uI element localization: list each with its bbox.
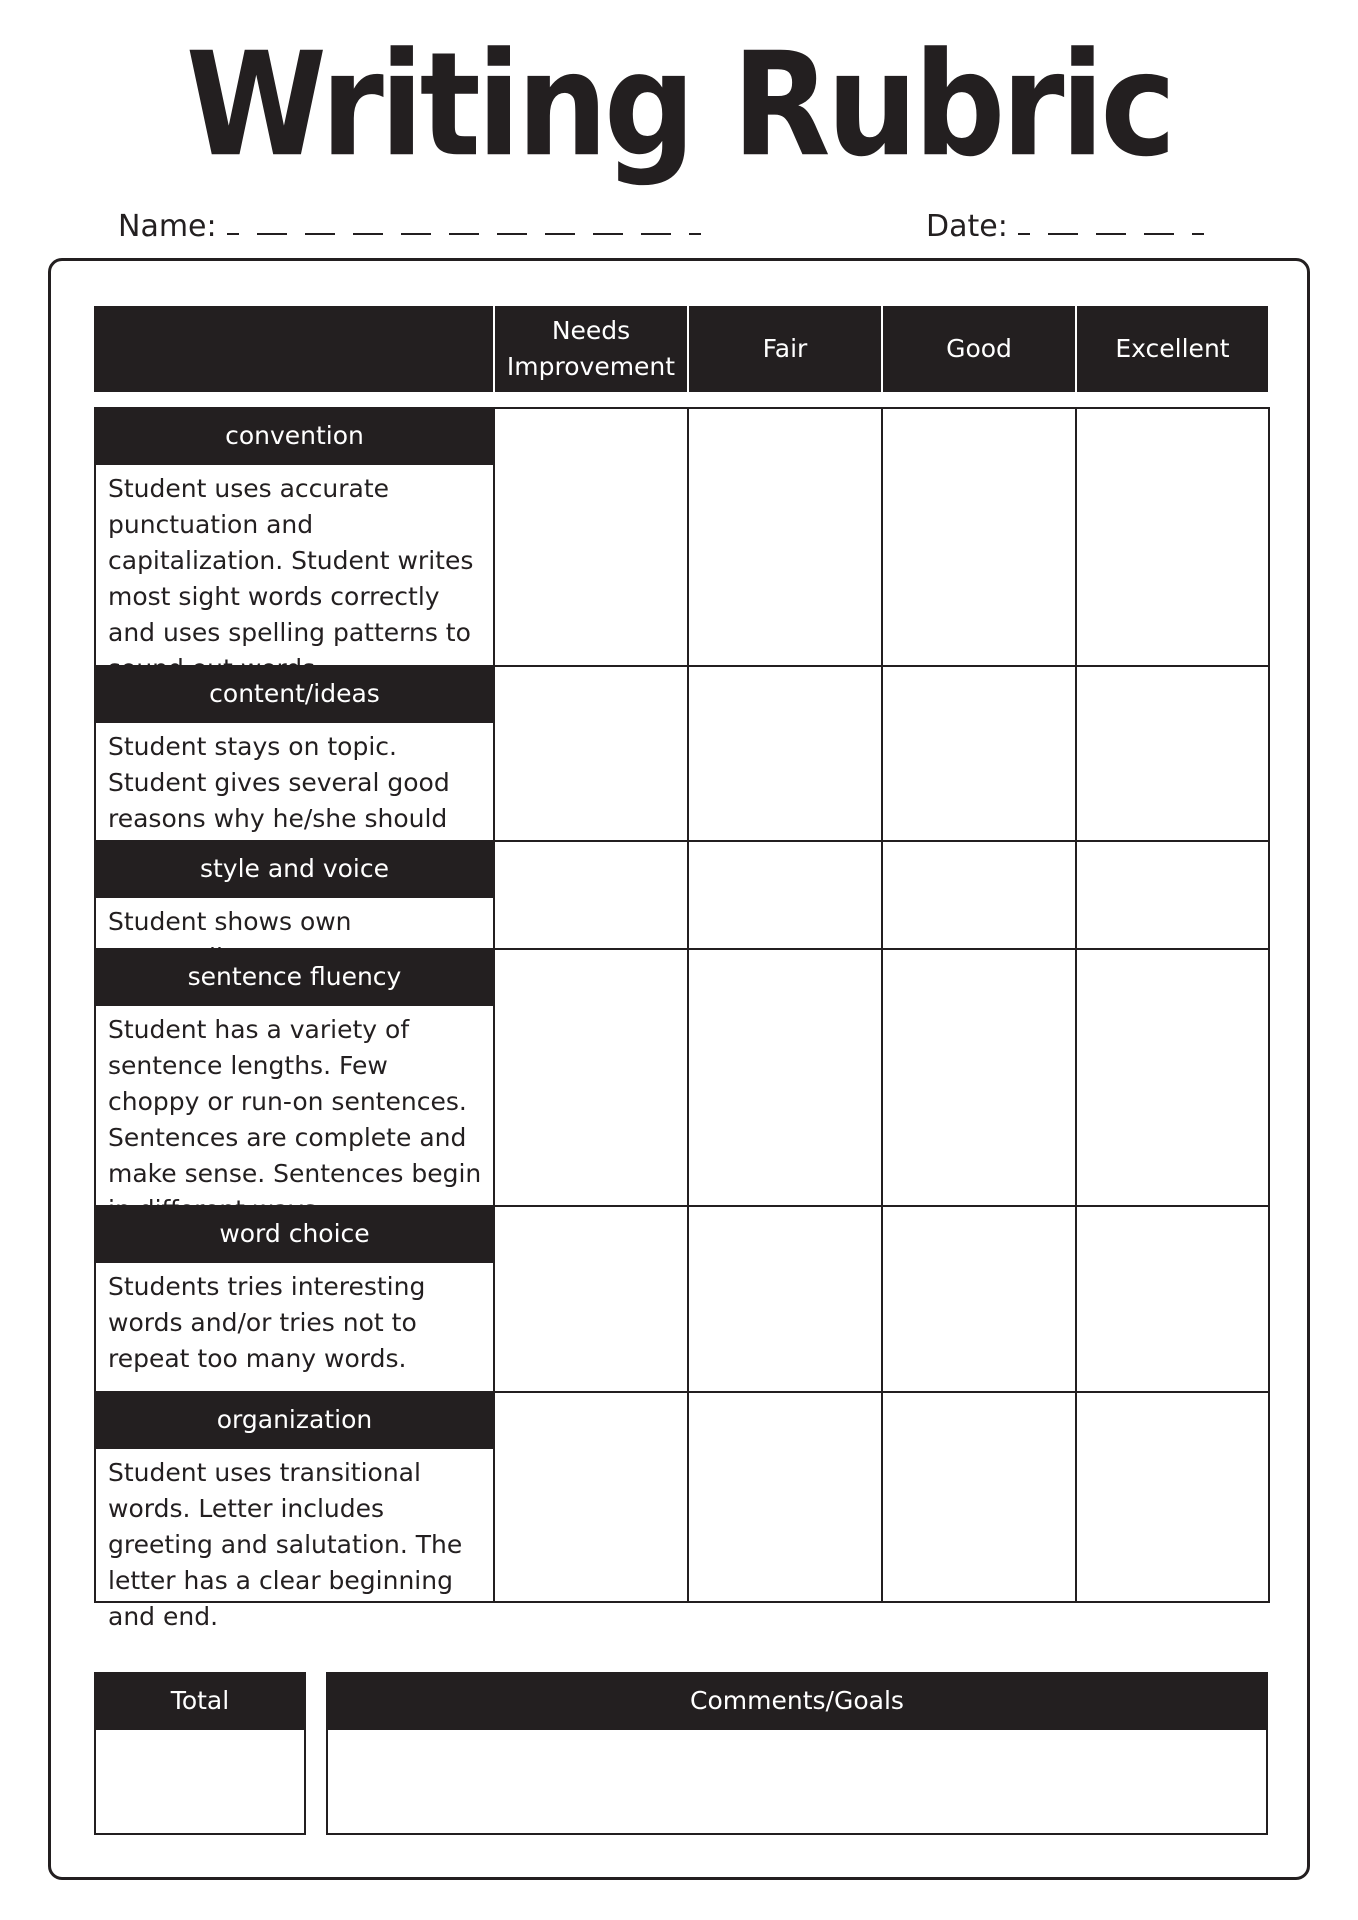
score-cell[interactable] — [493, 407, 689, 667]
score-cell[interactable] — [687, 1205, 883, 1393]
column-header: Excellent — [1077, 306, 1268, 392]
criterion-description: Student shows own — [108, 907, 352, 936]
date-line — [926, 200, 1222, 244]
score-cell[interactable] — [687, 840, 883, 950]
score-cell[interactable] — [1075, 840, 1270, 950]
date-label: Date: — [926, 209, 1008, 244]
criterion-label: content/ideas — [94, 665, 495, 723]
comments-label: Comments/Goals — [326, 1672, 1268, 1730]
score-cell[interactable] — [881, 948, 1077, 1207]
score-cell[interactable] — [881, 840, 1077, 950]
score-cell[interactable] — [1075, 1205, 1270, 1393]
page-title — [0, 21, 1358, 189]
criterion-description: Student uses accurate punctuation and capitalization. Student writes most sight words correctly and uses spelling patterns to — [108, 474, 474, 647]
total-label: Total — [94, 1672, 306, 1730]
name-field[interactable] — [227, 233, 719, 244]
score-cell[interactable] — [1075, 948, 1270, 1207]
criterion-label: organization — [94, 1391, 495, 1449]
score-cell[interactable] — [881, 665, 1077, 842]
column-header: Good — [883, 306, 1075, 392]
score-cell[interactable] — [1075, 665, 1270, 842]
score-cell[interactable] — [687, 407, 883, 667]
criterion-description: Student has a variety of sentence lengths. Few choppy or run-on sentences. Sentences are complete and make sense. Sentences begin — [108, 1015, 482, 1188]
score-cell[interactable] — [493, 948, 689, 1207]
criterion-label: style and voice — [94, 840, 495, 898]
score-cell[interactable] — [1075, 1391, 1270, 1603]
score-cell[interactable] — [1075, 407, 1270, 667]
criterion-description: Students tries interesting words and/or tries not to repeat too many words. — [108, 1272, 426, 1373]
score-cell[interactable] — [493, 840, 689, 950]
column-header: Fair — [689, 306, 881, 392]
title-text: Writing Rubric — [185, 21, 1173, 189]
criterion-label: sentence fluency — [94, 948, 495, 1006]
score-cell[interactable] — [493, 1391, 689, 1603]
score-cell[interactable] — [687, 1391, 883, 1603]
score-cell[interactable] — [493, 1205, 689, 1393]
criterion-label: convention — [94, 407, 495, 465]
score-cell[interactable] — [881, 407, 1077, 667]
date-field[interactable] — [1018, 233, 1222, 244]
column-header: Needs Improvement — [495, 306, 687, 392]
score-cell[interactable] — [493, 665, 689, 842]
name-line — [118, 200, 719, 244]
score-cell[interactable] — [687, 948, 883, 1207]
score-cell[interactable] — [881, 1391, 1077, 1603]
score-cell[interactable] — [687, 665, 883, 842]
criterion-description: Student uses transitional words. Letter includes greeting and salutation. The letter has a clear beginning and end. — [108, 1458, 463, 1631]
criterion-label: word choice — [94, 1205, 495, 1263]
name-label: Name: — [118, 209, 217, 244]
score-cell[interactable] — [881, 1205, 1077, 1393]
criterion-description: Student stays on topic. Student gives several good reasons why he/she should — [108, 732, 450, 833]
